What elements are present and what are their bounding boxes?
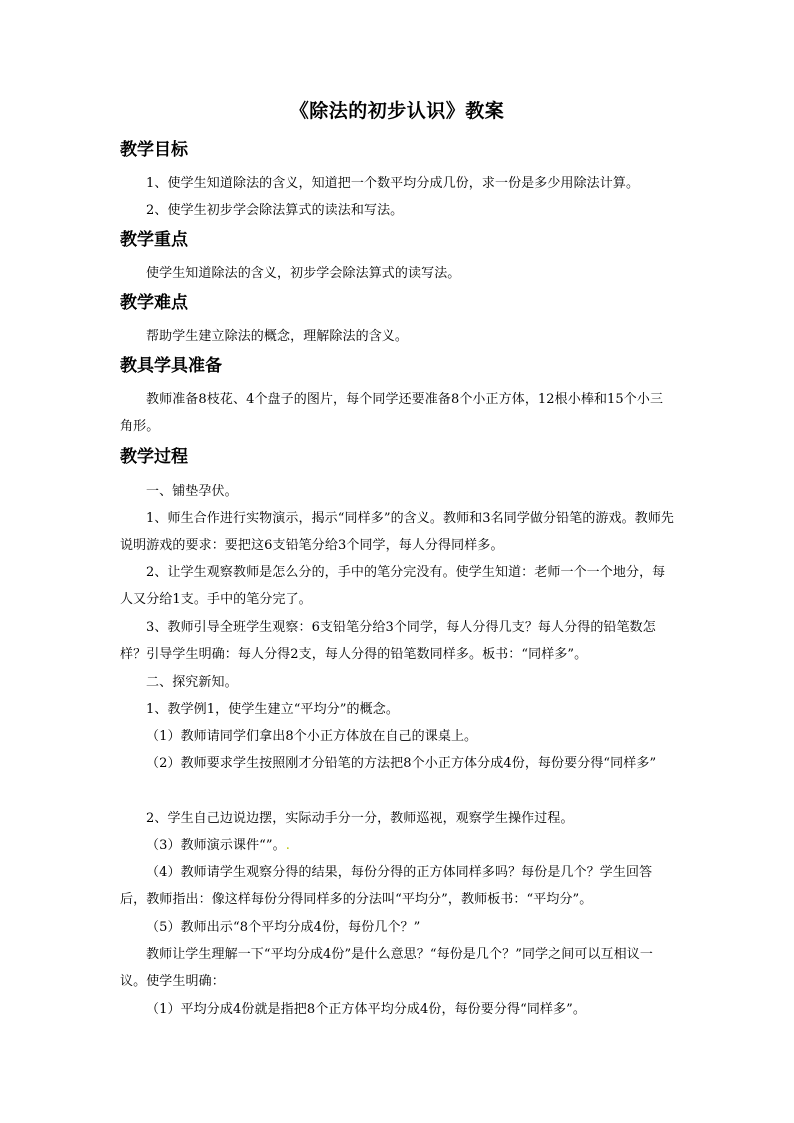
heading-materials: 教具学具准备: [120, 356, 222, 376]
process-paragraph: （4）教师请学生观察分得的结果，每份分得的正方体同样多吗？每份是几个？学生回答后，教师指出：像这样每份分得同样多的分法叫“平均分”，教师板书：“平均分”。: [120, 865, 653, 907]
process-paragraph: （1）教师请同学们拿出8个小正方体放在自己的课桌上。: [146, 729, 478, 744]
heading-key-points: 教学重点: [120, 230, 188, 250]
process-paragraph: 2、让学生观察教师是怎么分的，手中的笔分完没有。使学生知道：老师一个一个地分，每人又分给1支。手中的笔分完了。: [120, 565, 666, 607]
process-paragraph: 2、学生自己边说边摆，实际动手分一分，教师巡视，观察学生操作过程。: [146, 811, 574, 826]
process-paragraph: [120, 832, 676, 859]
process-paragraph: （1）平均分成4份就是指把8个正方体平均分成4份，每份要分得“同样多”。: [146, 1002, 586, 1017]
heading-process: 教学过程: [120, 447, 188, 467]
key-points-text: 使学生知道除法的含义，初步学会除法算式的读写法。: [146, 266, 461, 281]
heading-difficulties: 教学难点: [120, 293, 188, 313]
heading-goals: 教学目标: [120, 140, 188, 160]
process-paragraph-text: （3）教师演示课件“”。: [146, 838, 286, 853]
process-paragraph: （5）教师出示“8个平均分成4份，每份几个？”: [146, 920, 421, 935]
process-paragraph: 3、教师引导全班学生观察：6支铅笔分给3个同学，每人分得几支？每人分得的铅笔数怎样？引导学生明确：每人分得2支，每人分得的铅笔数同样多。板书：“同样多”。: [120, 620, 656, 662]
goal-item-1: 1、使学生知道除法的含义，知道把一个数平均分成几份，求一份是多少用除法计算。: [146, 176, 640, 191]
difficulties-text: 帮助学生建立除法的概念，理解除法的含义。: [146, 329, 409, 344]
process-paragraph: （2）教师要求学生按照刚才分铅笔的方法把8个小正方体分成4份，每份要分得“同样多”: [146, 756, 657, 771]
process-paragraph: 教师让学生理解一下“平均分成4份”是什么意思？“每份是几个？”同学之间可以互相议一议。使学生明确：: [120, 947, 653, 989]
process-paragraph: 二、探究新知。: [146, 675, 238, 690]
goal-item-2: 2、使学生初步学会除法算式的读法和写法。: [146, 203, 404, 218]
marker-dot: .: [285, 838, 290, 853]
document-title: 《除法的初步认识》教案: [289, 100, 505, 122]
process-paragraph: 1、教学例1，使学生建立“平均分”的概念。: [146, 702, 399, 717]
process-paragraph: 1、师生合作进行实物演示，揭示“同样多”的含义。教师和3名同学做分铅笔的游戏。教师先说明游戏的要求：要把这6支铅笔分给3个同学，每人分得同样多。: [120, 511, 675, 553]
materials-text: 教师准备8枝花、4个盘子的图片，每个同学还要准备8个小正方体，12根小棒和15个小三角形。: [120, 392, 664, 434]
process-paragraph: 一、铺垫孕伏。: [146, 484, 238, 499]
